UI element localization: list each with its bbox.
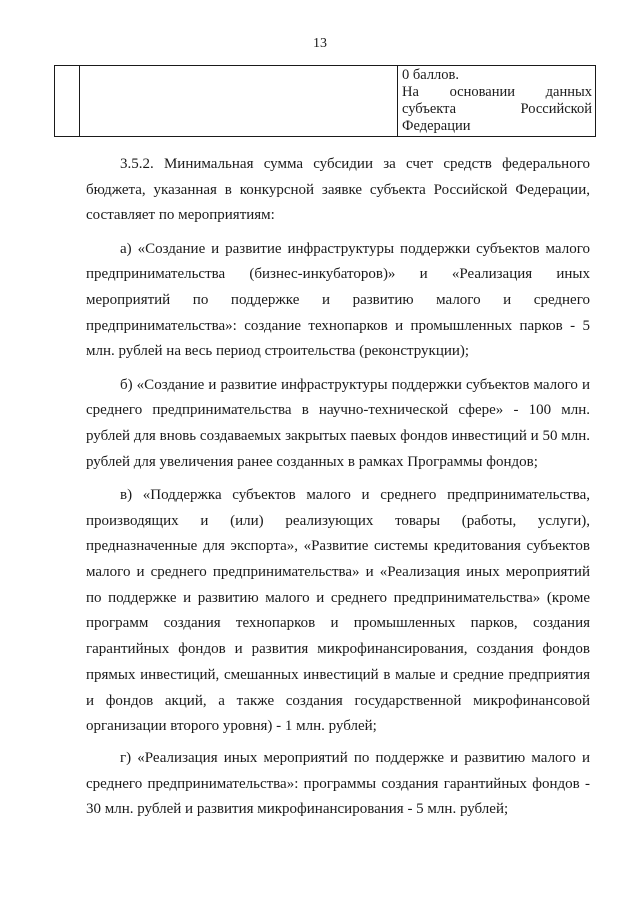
score-line: На основании данных [402, 84, 592, 100]
paragraph-item-v: в) «Поддержка субъектов малого и среднего предпринимательства, производящих и (или) реализующих товары (работы, услуги), предназначенные для экспорта», «Развитие системы кредитования субъектов малого и среднего предпринимательства» и «Реализация иных мероприятий по поддержке и развитию малого и среднего предпринимательства» (кроме программ создания технопарков и промышленных парков, создания гарантийных фондов и развития микрофинансирования, создания фондов прямых инвестиций, смешанных инвестиций в малые и средние предприятия и фондов акций, а также создания государственной микрофинансовой организации второго уровня) - 1 млн. рублей; [86, 486, 590, 735]
score-line: субъекта Российской [402, 101, 592, 117]
paragraph-3-5-2: 3.5.2. Минимальная сумма субсидии за счет средств федерального бюджета, указанная в конкурсной заявке субъекта Российской Федерации, составляет по мероприятиям: [86, 156, 590, 224]
score-line: 0 баллов. [402, 67, 460, 83]
table-cell-criterion [80, 66, 398, 137]
page-number: 13 [313, 36, 327, 51]
score-line: Федерации [402, 118, 471, 134]
paragraph-item-a: а) «Создание и развитие инфраструктуры поддержки субъектов малого предпринимательства (бизнес-инкубаторов)» и «Реализация иных мероприятий по поддержке и развитию малого и среднего предпринимательства»: создание технопарков и промышленных парков - 5 млн. рублей на весь период строительства (реконструкции); [86, 240, 590, 360]
table-row [55, 66, 596, 137]
criteria-table [54, 65, 596, 137]
table-cell-score [398, 66, 596, 137]
paragraph-item-b: б) «Создание и развитие инфраструктуры поддержки субъектов малого и среднего предпринимательства в научно-технической сфере» - 100 млн. рублей для вновь создаваемых закрытых паевых фондов инвестиций и 50 млн. рублей для увеличения ранее созданных в рамках Программы фондов; [86, 376, 590, 470]
document-body [86, 152, 590, 831]
paragraph-item-g: г) «Реализация иных мероприятий по поддержке и развитию малого и среднего предпринимательства»: программы создания гарантийных фондов - 30 млн. рублей и развития микрофинансирования - 5 млн. рублей; [86, 749, 590, 818]
table-cell-number [55, 66, 80, 137]
